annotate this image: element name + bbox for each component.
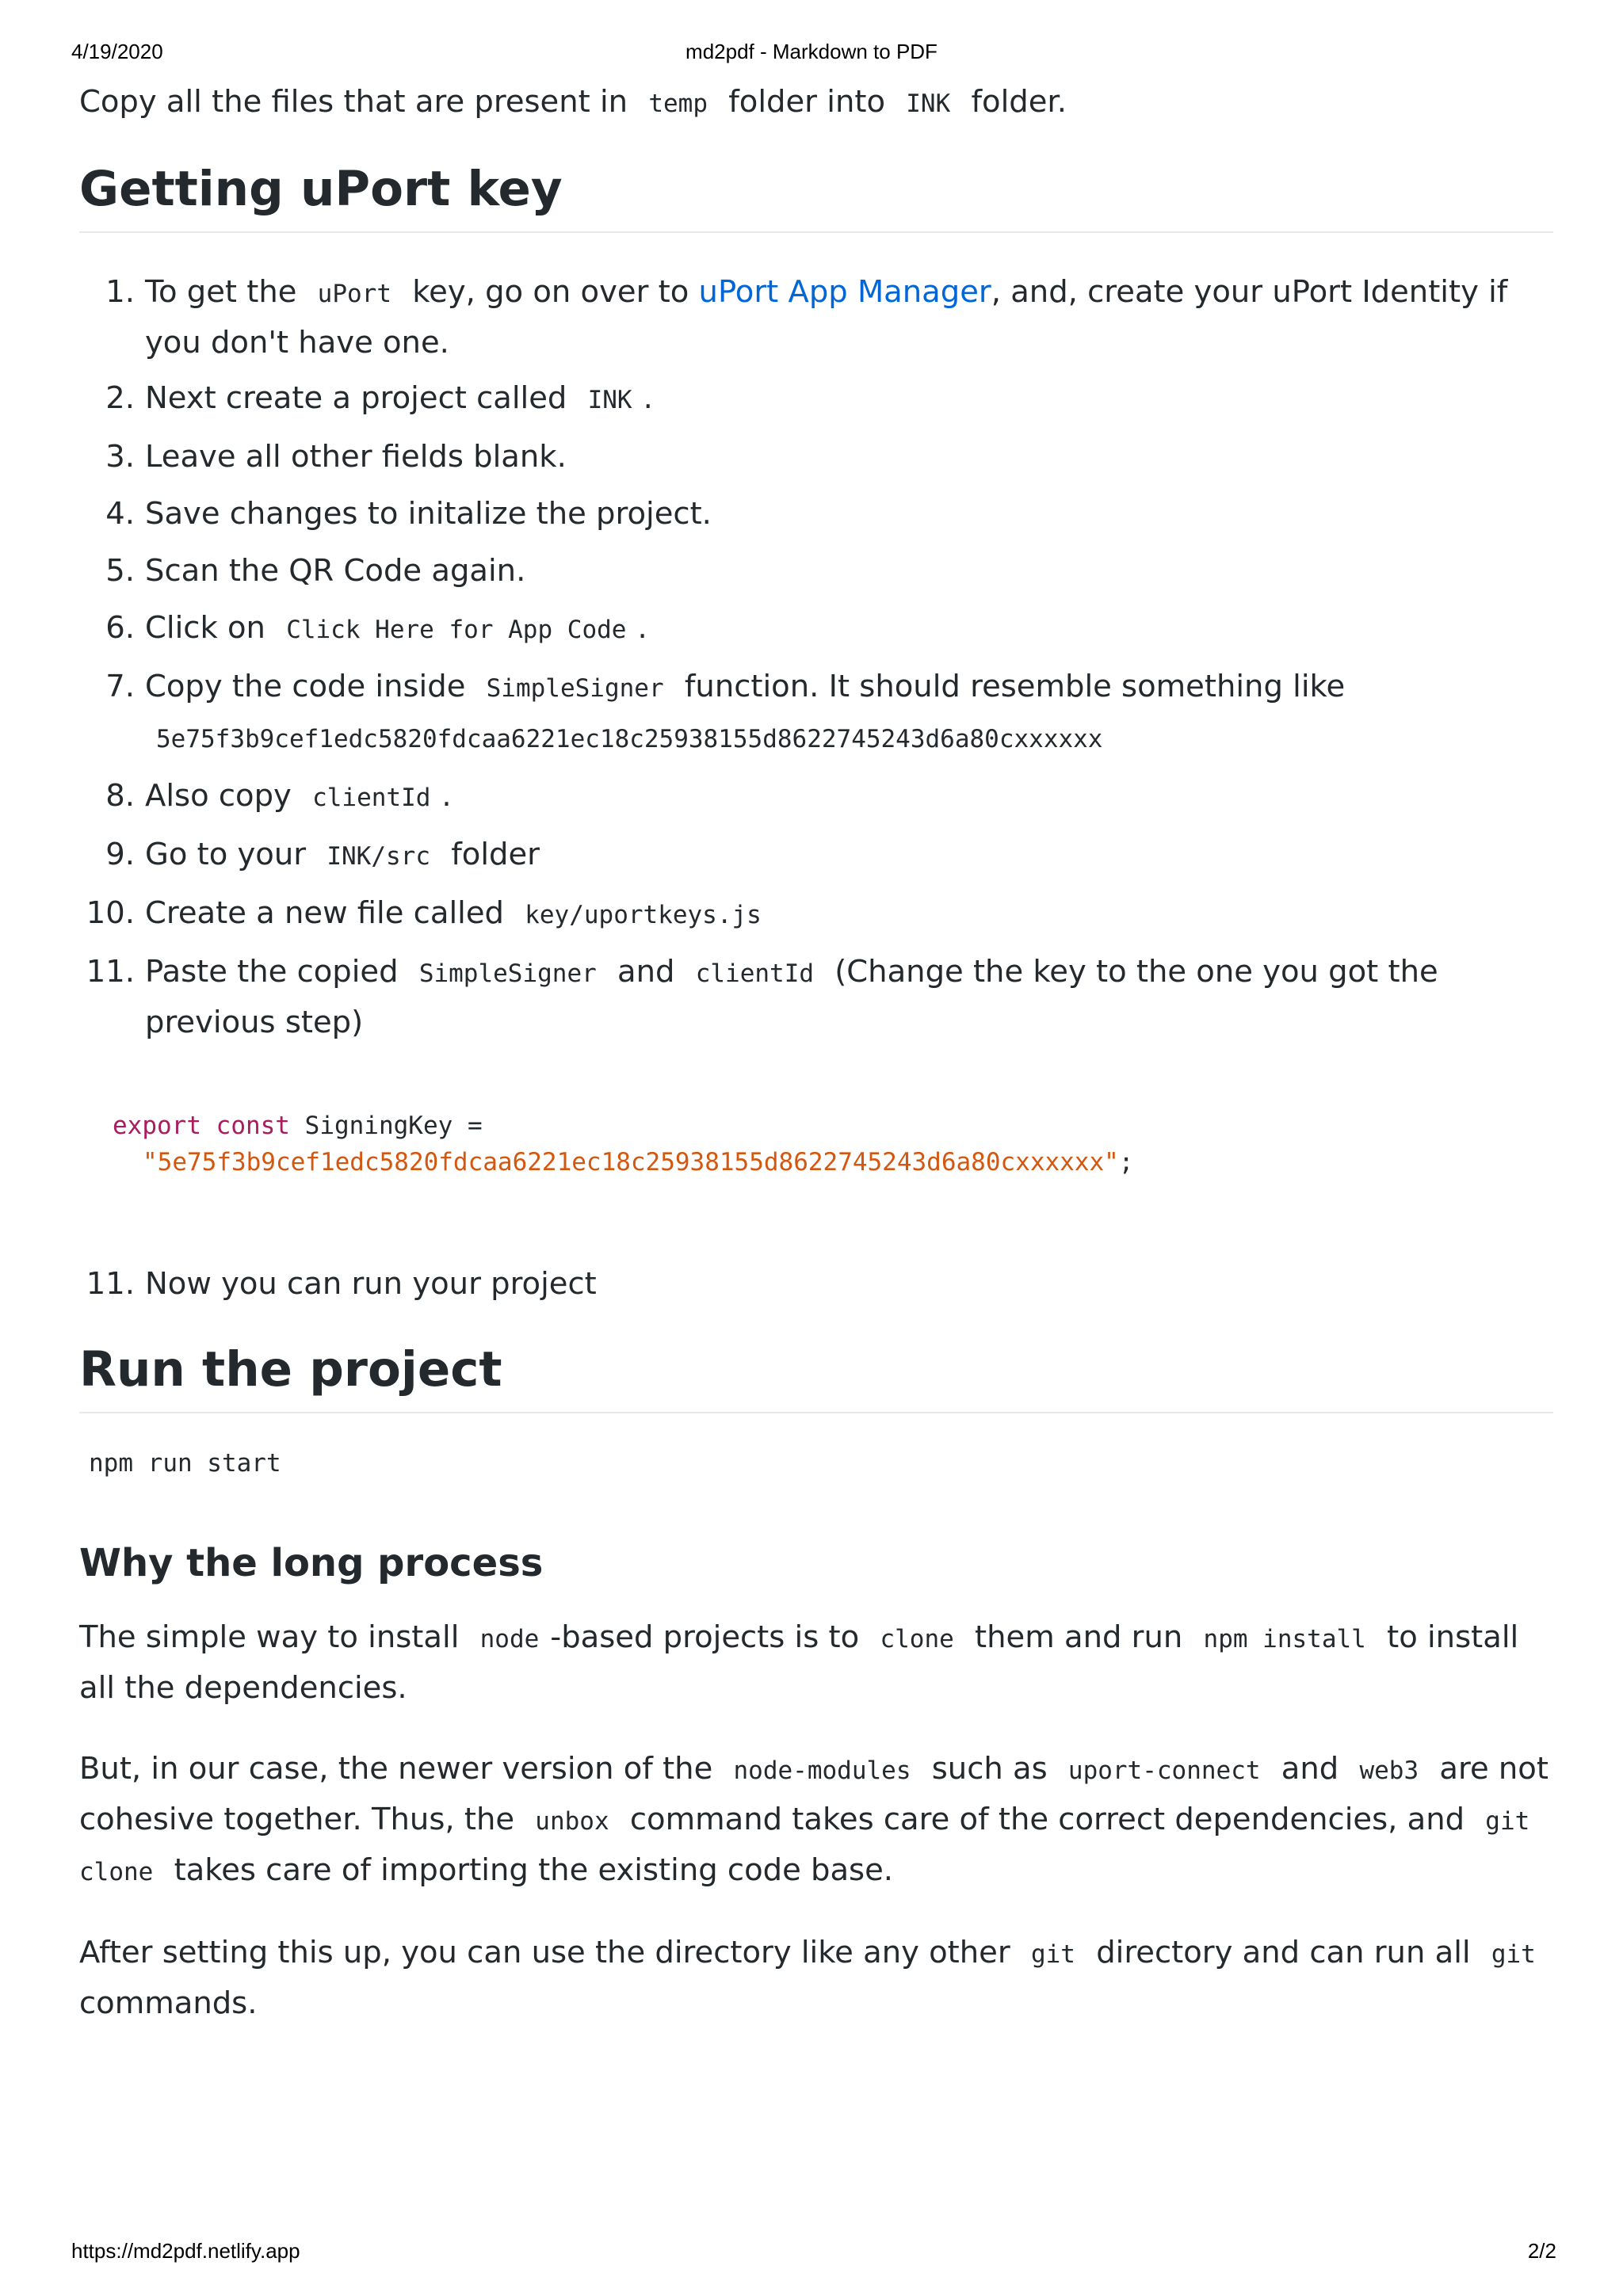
intro-paragraph: Copy all the files that are present in temp folder into INK folder. — [79, 84, 1067, 120]
why-paragraph-2: But, in our case, the newer version of the node-modules such as uport-connect and web3 are not cohesive together. Thus, the unbox command takes care of the correct dependencies, and git clone takes care of importing the existing code base. — [79, 1751, 1549, 1888]
print-page-number: 2/2 — [1527, 2239, 1556, 2263]
inline-code: INK — [906, 90, 951, 118]
heading-getting-uport-key: Getting uPort key — [79, 155, 1553, 233]
print-url: https://md2pdf.netlify.app — [71, 2239, 300, 2263]
uport-steps-list — [79, 268, 1553, 1047]
uport-app-manager-link[interactable]: uPort App Manager — [698, 274, 991, 310]
list-item: 2. Next create a project called INK . — [105, 380, 653, 416]
list-item: 9. Go to your INK/src folder — [105, 837, 540, 872]
npm-start-command: npm run start — [89, 1449, 281, 1478]
list-item: 1. To get the uPort key, go on over to uPort App Manager, and, create your uPort Identity if you don't have one. — [105, 274, 1508, 360]
why-paragraph-1: The simple way to install node -based projects is to clone them and run npm install to install all the dependencies. — [79, 1619, 1519, 1706]
document-content — [79, 78, 1553, 2028]
final-step-list — [79, 1260, 1553, 1309]
list-item: 4. Save changes to initalize the project. — [105, 496, 712, 532]
list-item: 11. Now you can run your project — [86, 1266, 597, 1302]
list-item: 11. Paste the copied SimpleSigner and clientId (Change the key to the one you got the previous step) — [86, 954, 1438, 1040]
list-item: 3. Leave all other fields blank. — [105, 439, 567, 475]
list-item: 8. Also copy clientId . — [105, 778, 452, 814]
print-footer — [0, 2239, 1623, 2267]
print-date: 4/19/2020 — [71, 40, 163, 63]
list-item: 10. Create a new file called key/uportkeys.js — [86, 895, 762, 931]
list-item: 7. Copy the code inside SimpleSigner function. It should resemble something like 5e75f3b9cef1edc5820fdcaa6221ec18c25938155d8622745243d6a80cxxxxxx — [105, 669, 1346, 753]
signing-key-code-block: export const SigningKey = "5e75f3b9cef1edc5820fdcaa6221ec18c25938155d8622745243d6a80cxxxxxx"; — [113, 1112, 1134, 1177]
example-key-code: 5e75f3b9cef1edc5820fdcaa6221ec18c25938155d8622745243d6a80cxxxxxx — [156, 725, 1103, 753]
print-header — [0, 40, 1623, 68]
print-title: md2pdf - Markdown to PDF — [685, 40, 938, 63]
inline-code: temp — [648, 90, 708, 118]
list-item: 5. Scan the QR Code again. — [105, 553, 526, 589]
heading-why-the-long-process: Why the long process — [79, 1541, 544, 1585]
heading-run-the-project: Run the project — [79, 1336, 1553, 1413]
why-paragraph-3: After setting this up, you can use the directory like any other git directory and can run all git commands. — [79, 1935, 1536, 2021]
list-item: 6. Click on Click Here for App Code . — [105, 610, 647, 646]
